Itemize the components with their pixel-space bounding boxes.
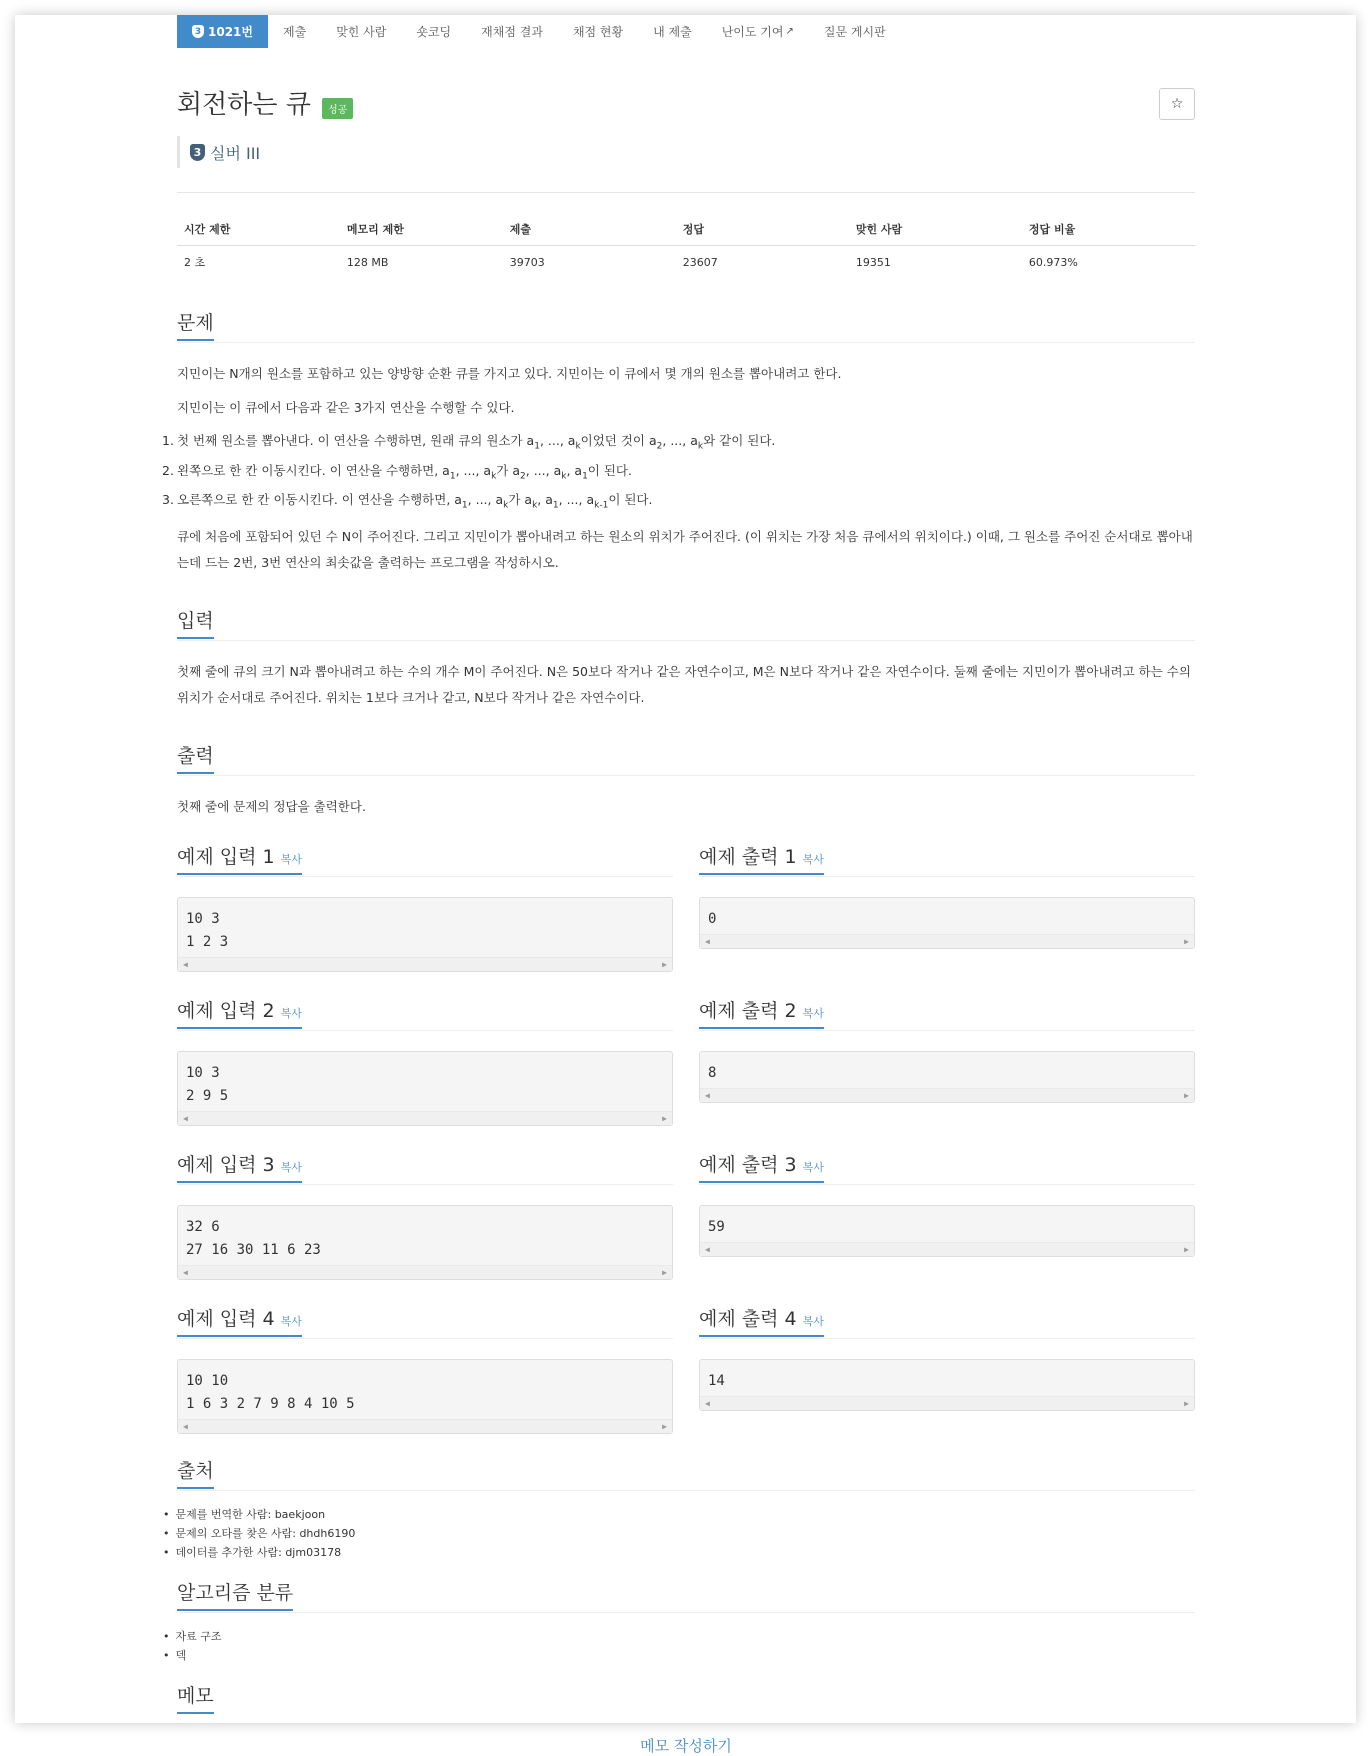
- problem-section-header: [177, 308, 1195, 343]
- tier-label[interactable]: 실버 III: [210, 143, 261, 163]
- operations-list: [162, 429, 1195, 518]
- status-badge: 성공: [322, 98, 353, 119]
- tab-difficulty-contribution[interactable]: [707, 15, 809, 48]
- scroll-left-icon[interactable]: ◀: [183, 1113, 188, 1123]
- section-title-input: 입력: [177, 606, 214, 639]
- horizontal-scrollbar[interactable]: [700, 1242, 1194, 1256]
- sample-output-3: [699, 1126, 1195, 1280]
- value-accept-ratio: 60.973%: [1028, 255, 1078, 269]
- scroll-right-icon[interactable]: ▶: [662, 1113, 667, 1123]
- output-description: 첫째 줄에 문제의 정답을 출력한다.: [177, 798, 366, 814]
- scroll-right-icon[interactable]: ▶: [662, 959, 667, 969]
- sample-output-text: 14: [708, 1372, 725, 1389]
- sample-input-3: [177, 1126, 673, 1280]
- copy-button[interactable]: 복사: [280, 1314, 302, 1328]
- sample-input-text: 10 3 2 9 5: [186, 1064, 229, 1104]
- scroll-right-icon[interactable]: ▶: [662, 1421, 667, 1431]
- source-section-header: [177, 1456, 1195, 1491]
- algorithm-section-header: [177, 1578, 1195, 1613]
- input-section-header: [177, 606, 1195, 641]
- tab-my-submissions[interactable]: 내 제출: [653, 25, 692, 39]
- list-item: • 문제를 번역한 사람: baekjoon: [177, 1505, 1195, 1524]
- tab-short-coding[interactable]: 숏코딩: [416, 25, 452, 39]
- value-memory-limit: 128 MB: [346, 255, 389, 269]
- input-description: 첫째 줄에 큐의 크기 N과 뽑아내려고 하는 수의 개수 M이 주어진다. N은 50보다 작거나 같은 자연수이고, M은 N보다 작거나 같은 자연수이다. 둘째 줄에는 지민이가 뽑아내려고 하는 수의 위치가 순서대로 주어진다. 위치는 1보다 크거나 같고, N보다 작거나 같은 자연수이다.: [177, 663, 1191, 705]
- memo-section-header: [177, 1681, 1195, 1715]
- tab-rejudge-results[interactable]: 재채점 결과: [481, 25, 543, 39]
- star-button[interactable]: [1159, 88, 1195, 120]
- sample-input-box[interactable]: [177, 1359, 673, 1434]
- sample-output-header: [699, 842, 1195, 877]
- tab-problem-label: 1021번: [208, 25, 253, 39]
- sample-output-box[interactable]: [699, 1359, 1195, 1411]
- sample-output-header: [699, 1304, 1195, 1339]
- copy-button[interactable]: 복사: [802, 1006, 824, 1020]
- list-item[interactable]: • 자료 구조: [177, 1627, 1195, 1646]
- sample-output-title: 예제 출력 3 복사: [699, 1150, 824, 1183]
- horizontal-scrollbar[interactable]: [178, 957, 672, 971]
- page-frame: [15, 15, 1356, 1755]
- sample-input-title: 예제 입력 3 복사: [177, 1150, 302, 1183]
- value-submissions: 39703: [509, 255, 545, 269]
- tab-problem[interactable]: [177, 15, 268, 48]
- value-solved-users: 19351: [855, 255, 891, 269]
- sample-output-box[interactable]: [699, 1205, 1195, 1257]
- algorithm-tag-list: [177, 1627, 1195, 1665]
- divider: [177, 192, 1195, 193]
- section-title-output: 출력: [177, 741, 214, 774]
- output-section-header: [177, 741, 1195, 776]
- horizontal-scrollbar[interactable]: [178, 1419, 672, 1433]
- sample-output-title: 예제 출력 4 복사: [699, 1304, 824, 1337]
- source-list: [177, 1505, 1195, 1562]
- sample-input-box[interactable]: [177, 897, 673, 972]
- horizontal-scrollbar[interactable]: [178, 1265, 672, 1279]
- scroll-left-icon[interactable]: ◀: [183, 959, 188, 969]
- sample-input-title: 예제 입력 2 복사: [177, 996, 302, 1029]
- sample-output-box[interactable]: [699, 1051, 1195, 1103]
- table-row: [177, 246, 1195, 279]
- sample-output-1: [699, 820, 1195, 972]
- external-link-icon: ↗: [785, 26, 794, 37]
- sample-input-header: [177, 1304, 673, 1339]
- sample-output-text: 59: [708, 1218, 725, 1235]
- value-time-limit: 2 초: [184, 256, 206, 269]
- horizontal-scrollbar[interactable]: [700, 934, 1194, 948]
- sample-input-4: [177, 1280, 673, 1434]
- page-title: 회전하는 큐: [177, 90, 311, 120]
- list-item[interactable]: • 덱: [177, 1646, 1195, 1665]
- sample-input-title: 예제 입력 1 복사: [177, 842, 302, 875]
- list-item: • 데이터를 추가한 사람: djm03178: [177, 1543, 1195, 1562]
- sample-output-4: [699, 1280, 1195, 1434]
- sample-output-box[interactable]: [699, 897, 1195, 949]
- header-accepted: 정답: [676, 213, 849, 246]
- horizontal-scrollbar[interactable]: [700, 1396, 1194, 1410]
- scroll-right-icon[interactable]: ▶: [1184, 1244, 1189, 1254]
- list-item: 3. 오른쪽으로 한 칸 이동시킨다. 이 연산을 수행하면, $a_1$, ..., $a_k$가 $a_k$, $a_1$, ..., $a_{k-1}$이 된다.: [162, 492, 653, 511]
- sample-input-text: 10 10 1 6 3 2 7 9 8 4 10 5: [186, 1372, 355, 1412]
- copy-button[interactable]: 복사: [280, 852, 302, 866]
- copy-button[interactable]: 복사: [802, 852, 824, 866]
- sample-input-title: 예제 입력 4 복사: [177, 1304, 302, 1337]
- samples-grid: [177, 820, 1195, 1434]
- problem-paragraph-2: 지민이는 이 큐에서 다음과 같은 3가지 연산을 수행할 수 있다.: [177, 400, 515, 415]
- sample-output-header: [699, 996, 1195, 1031]
- scroll-right-icon[interactable]: ▶: [1184, 1398, 1189, 1408]
- sample-output-title: 예제 출력 2 복사: [699, 996, 824, 1029]
- header-accept-ratio: 정답 비율: [1022, 213, 1195, 246]
- problem-content: [162, 15, 1195, 1756]
- tab-difficulty-label: 난이도 기여: [721, 25, 784, 39]
- copy-button[interactable]: 복사: [280, 1160, 302, 1174]
- tier-label-row: [177, 136, 1195, 168]
- scroll-left-icon[interactable]: ◀: [705, 1090, 710, 1100]
- sample-output-text: 8: [708, 1064, 717, 1081]
- sample-output-header: [699, 1150, 1195, 1185]
- section-title-memo: 메모: [177, 1681, 214, 1714]
- copy-button[interactable]: 복사: [280, 1006, 302, 1020]
- sample-output-title: 예제 출력 1 복사: [699, 842, 824, 875]
- scroll-left-icon[interactable]: ◀: [705, 936, 710, 946]
- sample-input-box[interactable]: [177, 1051, 673, 1126]
- star-icon: ☆: [1170, 96, 1184, 112]
- header-time-limit: 시간 제한: [177, 213, 340, 246]
- sample-input-1: [177, 820, 673, 972]
- horizontal-scrollbar[interactable]: [178, 1111, 672, 1125]
- sample-input-header: [177, 1150, 673, 1185]
- problem-nav: [177, 15, 1195, 48]
- sample-input-text: 10 3 1 2 3: [186, 910, 229, 950]
- problem-paragraph-3: 큐에 처음에 포함되어 있던 수 N이 주어진다. 그리고 지민이가 뽑아내려고 하는 원소의 위치가 주어진다. (이 위치는 가장 처음 큐에서의 위치이다.) 이때, 그 원소를 주어진 순서대로 뽑아내는데 드는 2번, 3번 연산의 최솟값을 출력하는 프로그램을 작성하시오.: [177, 528, 1193, 570]
- scroll-left-icon[interactable]: ◀: [705, 1398, 710, 1408]
- title-row: [177, 84, 1195, 124]
- section-title-problem: 문제: [177, 308, 214, 341]
- scroll-left-icon[interactable]: ◀: [183, 1421, 188, 1431]
- list-item: 2. 왼쪽으로 한 칸 이동시킨다. 이 연산을 수행하면, $a_1$, ..., $a_k$가 $a_2$, ..., $a_k$, $a_1$이 된다.: [162, 462, 632, 481]
- problem-paragraph-1: 지민이는 N개의 원소를 포함하고 있는 양방향 순환 큐를 가지고 있다. 지민이는 이 큐에서 몇 개의 원소를 뽑아내려고 한다.: [177, 366, 842, 381]
- list-item: • 문제의 오타를 찾은 사람: dhdh6190: [177, 1524, 1195, 1543]
- tab-judge-status[interactable]: 채점 현황: [572, 25, 624, 39]
- tab-solved-users[interactable]: 맞힌 사람: [336, 25, 387, 39]
- scroll-left-icon[interactable]: ◀: [183, 1267, 188, 1277]
- list-item: 1. 첫 번째 원소를 뽑아낸다. 이 연산을 수행하면, 원래 큐의 원소가 $a_1$, ..., $a_k$이었던 것이 $a_2$, ..., $a_k$와 같이 된다.: [162, 433, 776, 452]
- header-submissions: 제출: [503, 213, 676, 246]
- table-header-row: [177, 213, 1195, 246]
- section-title-source: 출처: [177, 1456, 214, 1489]
- tab-question-board[interactable]: 질문 게시판: [823, 25, 886, 39]
- tier-badge-icon: 3: [192, 25, 204, 38]
- tab-submit[interactable]: 제출: [283, 25, 307, 39]
- sample-input-box[interactable]: [177, 1205, 673, 1280]
- sample-output-text: 0: [708, 910, 717, 927]
- scroll-left-icon[interactable]: ◀: [705, 1244, 710, 1254]
- sample-output-2: [699, 972, 1195, 1126]
- tier-shield-icon: 3: [190, 144, 205, 161]
- problem-info-table: [177, 213, 1195, 278]
- scroll-right-icon[interactable]: ▶: [662, 1267, 667, 1277]
- section-title-algorithm: 알고리즘 분류: [177, 1578, 293, 1611]
- sample-input-header: [177, 996, 673, 1031]
- value-accepted: 23607: [682, 255, 718, 269]
- sample-input-text: 32 6 27 16 30 11 6 23: [186, 1218, 321, 1258]
- horizontal-scrollbar[interactable]: [700, 1088, 1194, 1102]
- header-solved-users: 맞힌 사람: [849, 213, 1022, 246]
- copy-button[interactable]: 복사: [802, 1160, 824, 1174]
- write-memo-link[interactable]: 메모 작성하기: [640, 1736, 732, 1755]
- header-memory-limit: 메모리 제한: [340, 213, 503, 246]
- sample-input-header: [177, 842, 673, 877]
- scroll-right-icon[interactable]: ▶: [1184, 936, 1189, 946]
- scroll-right-icon[interactable]: ▶: [1184, 1090, 1189, 1100]
- copy-button[interactable]: 복사: [802, 1314, 824, 1328]
- sample-input-2: [177, 972, 673, 1126]
